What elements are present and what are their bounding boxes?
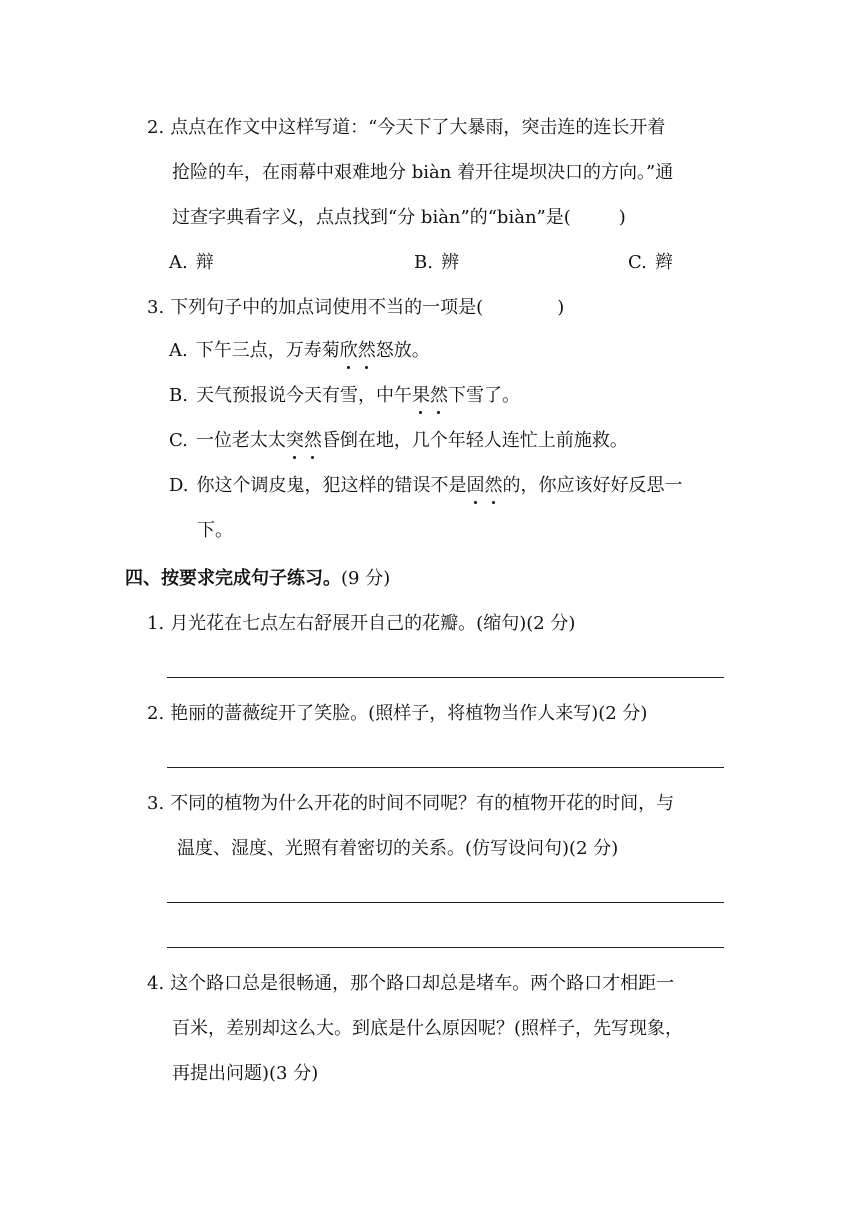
s4-item4-cont2 <box>172 1061 318 1087</box>
s4-item2 <box>147 701 647 727</box>
item-number: 2. <box>147 703 165 724</box>
answer-line[interactable] <box>167 902 724 903</box>
q2-paren-close: ) <box>618 207 626 228</box>
option-text: 天气预报说今天有雪，中午 <box>195 385 412 406</box>
s4-item4 <box>147 971 674 997</box>
item-number: 3. <box>147 793 165 814</box>
s4-item3-cont <box>177 836 618 862</box>
item-text: 温度、湿度、光照有着密切的关系。(仿写设问句)(2 分) <box>177 838 619 859</box>
dotted-char: 然 <box>358 338 376 364</box>
q2-number: 2. <box>147 117 165 138</box>
dotted-char: 果 <box>412 383 430 409</box>
option-letter: A. <box>169 252 188 273</box>
dotted-char: 固 <box>467 473 485 499</box>
item-number: 1. <box>147 613 165 634</box>
section-points: (9 分) <box>341 568 391 589</box>
option-text: 昏倒在地，几个年轻人连忙上前施救。 <box>321 430 628 451</box>
q3-stem-text: 下列句子中的加点词使用不当的一项是( <box>170 297 484 318</box>
q3-option-b <box>169 383 520 409</box>
q3-stem <box>147 295 564 321</box>
s4-item4-cont1 <box>172 1016 683 1042</box>
section-heading <box>125 566 390 592</box>
q3-option-a <box>169 338 430 364</box>
q2-option-c <box>628 250 673 276</box>
option-text: 辨 <box>440 252 459 273</box>
option-text: 下雪了。 <box>447 385 520 406</box>
q3-number: 3. <box>147 297 165 318</box>
dotted-char: 然 <box>304 428 322 454</box>
answer-line[interactable] <box>167 767 724 768</box>
item-text: 艳丽的蔷薇绽开了笑脸。(照样子，将植物当作人来写)(2 分) <box>170 703 648 724</box>
option-letter: A. <box>169 340 188 361</box>
q3-option-c <box>169 428 628 454</box>
q2-option-b <box>414 250 459 276</box>
item-text: 再提出问题)(3 分) <box>172 1063 319 1084</box>
section-title: 四、按要求完成句子练习。 <box>125 568 341 589</box>
option-text: 下。 <box>197 520 233 541</box>
option-text: 辩 <box>195 252 214 273</box>
dotted-char: 然 <box>485 473 503 499</box>
q2-text-line1: 点点在作文中这样写道：“今天下了大暴雨，突击连的连长开着 <box>170 117 666 138</box>
s4-item1 <box>147 611 575 637</box>
option-text: 怒放。 <box>375 340 430 361</box>
item-text: 百米，差别却这么大。到底是什么原因呢？(照样子，先写现象， <box>172 1018 684 1039</box>
dotted-char: 然 <box>430 383 448 409</box>
option-text: 下午三点，万寿菊 <box>195 340 340 361</box>
option-text: 的，你应该好好反思一 <box>502 475 683 496</box>
option-letter: B. <box>414 252 433 273</box>
answer-line[interactable] <box>167 947 724 948</box>
q2-line2 <box>172 160 673 186</box>
option-letter: D. <box>169 475 189 496</box>
option-text: 辫 <box>654 252 673 273</box>
dotted-char: 欣 <box>340 338 358 364</box>
q2-option-a <box>169 250 214 276</box>
option-letter: B. <box>169 385 188 406</box>
q2-line3 <box>172 205 626 231</box>
q3-option-d-cont <box>197 518 233 544</box>
item-text: 月光花在七点左右舒展开自己的花瓣。(缩句)(2 分) <box>170 613 576 634</box>
q2-text-line3: 过查字典看字义，点点找到“分 biàn”的“biàn”是( <box>172 207 571 228</box>
item-text: 这个路口总是很畅通，那个路口却总是堵车。两个路口才相距一 <box>170 973 675 994</box>
option-text: 一位老太太 <box>195 430 286 451</box>
item-text: 不同的植物为什么开花的时间不同呢？有的植物开花的时间，与 <box>170 793 675 814</box>
option-text: 你这个调皮鬼，犯这样的错误不是 <box>196 475 467 496</box>
answer-line[interactable] <box>167 677 724 678</box>
q3-option-d <box>169 473 683 499</box>
q3-paren-close: ) <box>557 297 565 318</box>
option-letter: C. <box>169 430 188 451</box>
option-letter: C. <box>628 252 647 273</box>
q2-text-line2: 抢险的车，在雨幕中艰难地分 biàn 着开往堤坝决口的方向。”通 <box>172 162 674 183</box>
q2-line1 <box>147 115 665 141</box>
s4-item3 <box>147 791 674 817</box>
item-number: 4. <box>147 973 165 994</box>
dotted-char: 突 <box>286 428 304 454</box>
